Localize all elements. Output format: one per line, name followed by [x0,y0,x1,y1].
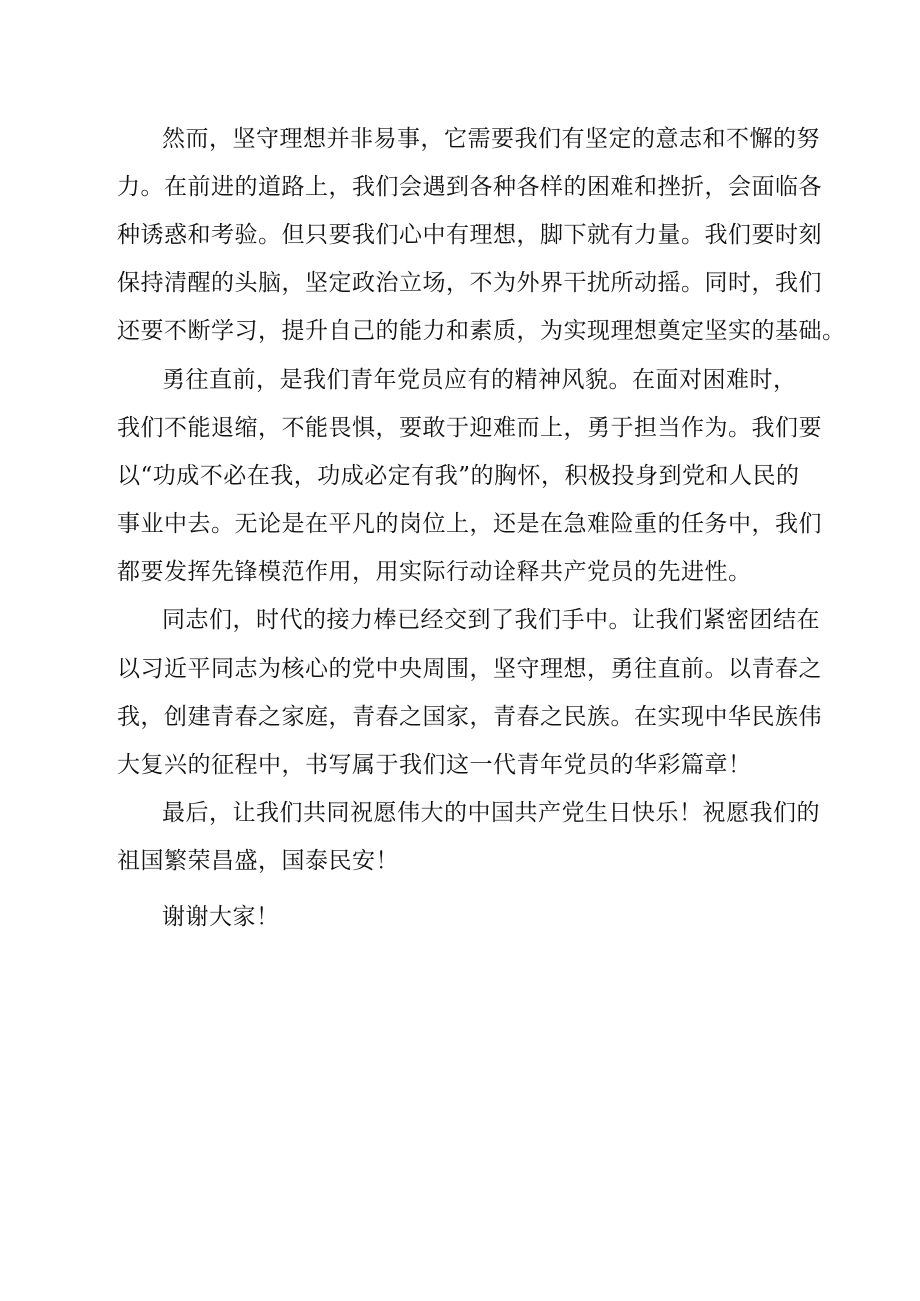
paragraph-4-line-1: 最后，让我们共同祝愿伟大的中国共产党生日快乐！祝愿我们的 [162,800,820,826]
paragraph-1-line-5: 还要不断学习，提升自己的能力和素质，为实现理想奠定坚实的基础。 [117,318,846,344]
paragraph-1-line-1: 然而，坚守理想并非易事，它需要我们有坚定的意志和不懈的努 [162,126,820,152]
paragraph-4-line-2: 祖国繁荣昌盛，国泰民安！ [117,848,399,874]
paragraph-3-line-2: 以习近平同志为核心的党中央周围，坚守理想，勇往直前。以青春之 [117,656,822,682]
paragraph-2-line-5: 都要发挥先锋模范作用，用实际行动诠释共产党员的先进性。 [117,559,752,585]
paragraph-2-line-4: 事业中去。无论是在平凡的岗位上，还是在急难险重的任务中，我们 [117,511,822,537]
closing-line: 谢谢大家！ [162,904,280,930]
paragraph-3-line-3: 我，创建青春之家庭，青春之国家，青春之民族。在实现中华民族伟 [117,704,822,730]
paragraph-1-line-4: 保持清醒的头脑，坚定政治立场，不为外界干扰所动摇。同时，我们 [117,270,822,296]
paragraph-2-line-3: 以“功成不必在我，功成必定有我”的胸怀，积极投身到党和人民的 [117,463,800,489]
paragraph-1-line-2: 力。在前进的道路上，我们会遇到各种各样的困难和挫折，会面临各 [117,174,822,200]
paragraph-3-line-1: 同志们，时代的接力棒已经交到了我们手中。让我们紧密团结在 [162,607,820,633]
paragraph-1-line-3: 种诱惑和考验。但只要我们心中有理想，脚下就有力量。我们要时刻 [117,222,822,248]
paragraph-3-line-4: 大复兴的征程中，书写属于我们这一代青年党员的华彩篇章！ [117,752,752,778]
paragraph-2-line-2: 我们不能退缩，不能畏惧，要敢于迎难而上，勇于担当作为。我们要 [117,415,822,441]
paragraph-2-line-1: 勇往直前，是我们青年党员应有的精神风貌。在面对困难时， [162,367,797,393]
